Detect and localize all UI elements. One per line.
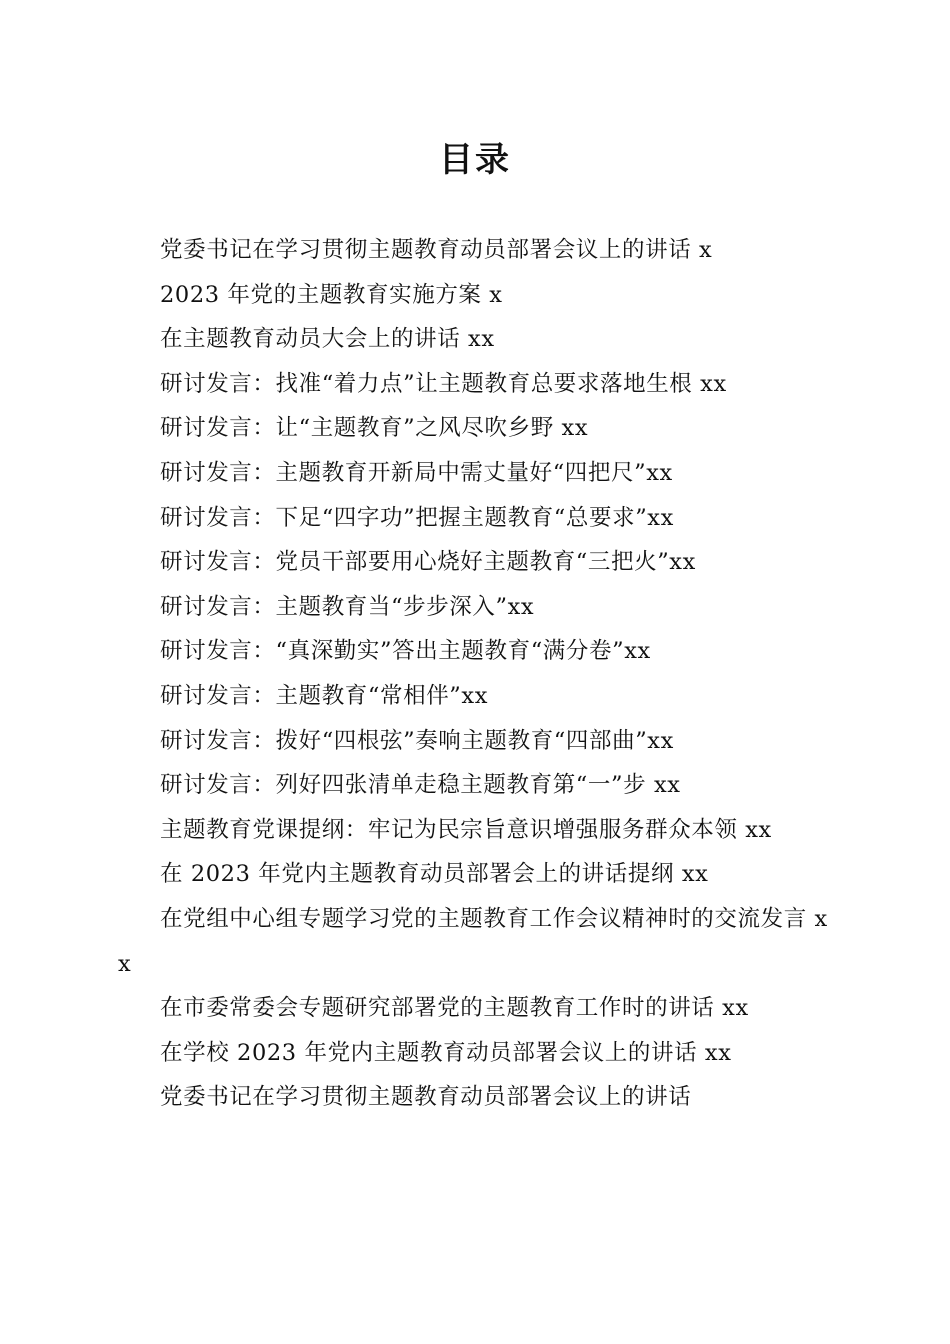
toc-entry[interactable]: 2023 年党的主题教育实施方案 x	[160, 281, 503, 308]
table-of-contents	[118, 228, 828, 1120]
toc-entry[interactable]: 研讨发言：主题教育“常相伴”xx	[160, 682, 488, 709]
toc-entry[interactable]: 研讨发言：党员干部要用心烧好主题教育“三把火”xx	[160, 549, 696, 576]
toc-entry[interactable]: 在党组中心组专题学习党的主题教育工作会议精神时的交流发言 xx	[118, 905, 828, 977]
toc-entry[interactable]: 在市委常委会专题研究部署党的主题教育工作时的讲话 xx	[160, 995, 749, 1022]
toc-entry[interactable]: 在 2023 年党内主题教育动员部署会上的讲话提纲 xx	[160, 861, 709, 888]
toc-entry[interactable]: 党委书记在学习贯彻主题教育动员部署会议上的讲话 x	[160, 237, 713, 263]
toc-entry[interactable]: 研讨发言：主题教育开新局中需丈量好“四把尺”xx	[160, 459, 673, 486]
page-title: 目录	[439, 140, 511, 180]
toc-entry[interactable]: 研讨发言：让“主题教育”之风尽吹乡野 xx	[160, 415, 589, 442]
toc-entry[interactable]: 研讨发言：“真深勤实”答出主题教育“满分卷”xx	[160, 638, 651, 665]
toc-entry[interactable]: 在学校 2023 年党内主题教育动员部署会议上的讲话 xx	[160, 1039, 732, 1066]
toc-entry[interactable]: 研讨发言：拨好“四根弦”奏响主题教育“四部曲”xx	[160, 727, 674, 754]
toc-entry[interactable]: 在主题教育动员大会上的讲话 xx	[160, 326, 495, 353]
toc-entry[interactable]: 研讨发言：找准“着力点”让主题教育总要求落地生根 xx	[160, 370, 727, 397]
toc-entry[interactable]: 主题教育党课提纲：牢记为民宗旨意识增强服务群众本领 xx	[160, 816, 772, 843]
toc-entry[interactable]: 研讨发言：列好四张清单走稳主题教育第“一”步 xx	[160, 772, 681, 799]
toc-entry[interactable]: 党委书记在学习贯彻主题教育动员部署会议上的讲话	[160, 1084, 692, 1111]
toc-entry[interactable]: 研讨发言：下足“四字功”把握主题教育“总要求”xx	[160, 504, 674, 531]
toc-entry[interactable]: 研讨发言：主题教育当“步步深入”xx	[160, 593, 535, 620]
